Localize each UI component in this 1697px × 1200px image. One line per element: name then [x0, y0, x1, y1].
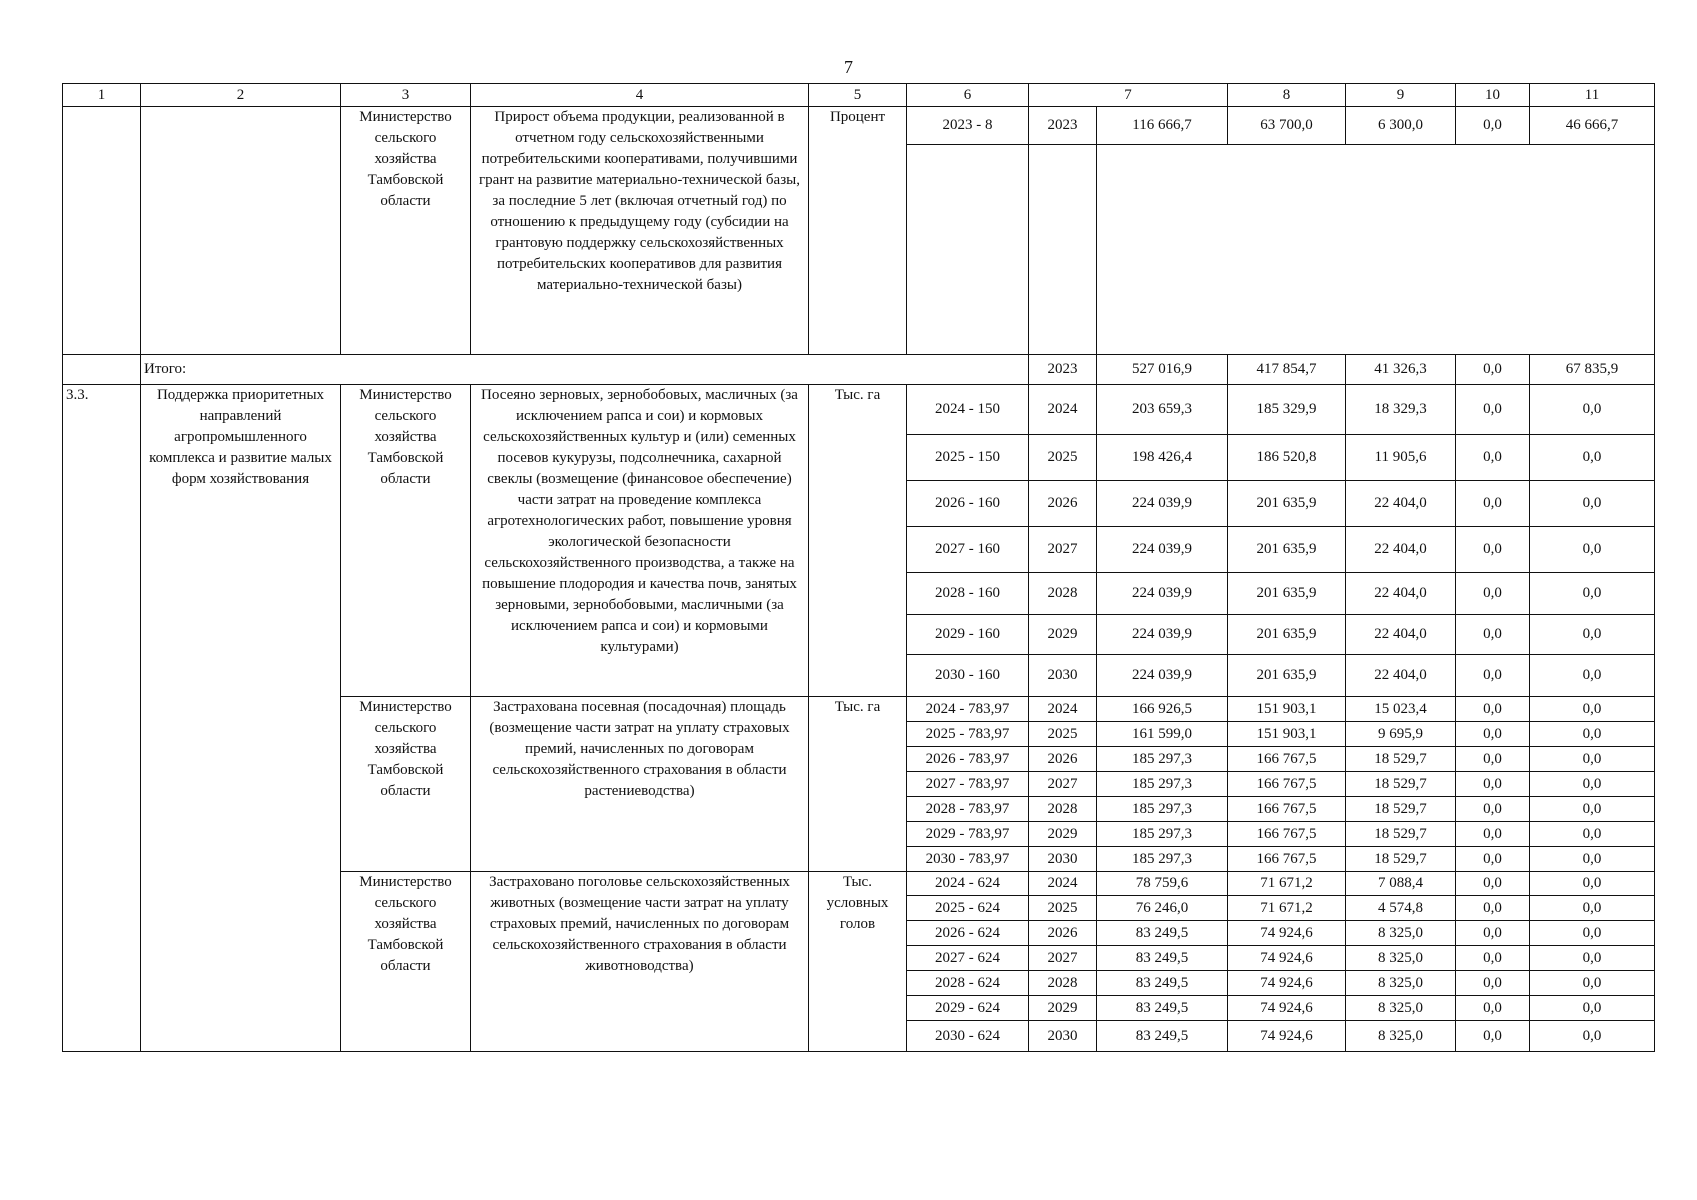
- cell-extra: 0,0: [1530, 573, 1655, 615]
- cell-loc: 0,0: [1456, 921, 1530, 946]
- cell-loc: 0,0: [1456, 896, 1530, 921]
- cell-extra: 0,0: [1530, 1021, 1655, 1052]
- cell-total: 83 249,5: [1097, 1021, 1228, 1052]
- total-year: 2023: [1029, 355, 1097, 385]
- target-cell: 2026 - 624: [907, 921, 1029, 946]
- ministry-cell: Министерство сельского хозяйства Тамбовской области: [341, 385, 471, 697]
- cell-year: 2028: [1029, 797, 1097, 822]
- cell-fed: 74 924,6: [1228, 921, 1346, 946]
- cell-extra: 0,0: [1530, 872, 1655, 896]
- cell-total: 83 249,5: [1097, 946, 1228, 971]
- cell-reg: 8 325,0: [1346, 996, 1456, 1021]
- cell-loc: 0,0: [1456, 615, 1530, 655]
- unit-cell: Процент: [809, 107, 907, 355]
- cell-fed: 166 767,5: [1228, 747, 1346, 772]
- cell-loc: 0,0: [1456, 946, 1530, 971]
- cell-year: 2023: [1029, 107, 1097, 145]
- cell-fed: 166 767,5: [1228, 847, 1346, 872]
- column-number: 8: [1228, 84, 1346, 107]
- cell-reg: 22 404,0: [1346, 615, 1456, 655]
- cell-fed: 63 700,0: [1228, 107, 1346, 145]
- target-cell: 2027 - 624: [907, 946, 1029, 971]
- cell-total: 224 039,9: [1097, 615, 1228, 655]
- cell-total: 185 297,3: [1097, 822, 1228, 847]
- cell-extra: 0,0: [1530, 946, 1655, 971]
- total-row: [63, 355, 1655, 385]
- cell-year: 2029: [1029, 615, 1097, 655]
- cell-loc: 0,0: [1456, 872, 1530, 896]
- cell-loc: 0,0: [1456, 697, 1530, 722]
- cell-extra: 0,0: [1530, 697, 1655, 722]
- cell-year: 2029: [1029, 822, 1097, 847]
- total-label: Итого:: [141, 355, 1029, 385]
- target-cell: 2025 - 624: [907, 896, 1029, 921]
- cell-loc: 0,0: [1456, 971, 1530, 996]
- cell-extra: 0,0: [1530, 996, 1655, 1021]
- cell-total: 116 666,7: [1097, 107, 1228, 145]
- column-number: 6: [907, 84, 1029, 107]
- target-cell: 2027 - 160: [907, 527, 1029, 573]
- cell-total: 83 249,5: [1097, 996, 1228, 1021]
- page-number: 7: [844, 57, 853, 77]
- cell-fed: 201 635,9: [1228, 527, 1346, 573]
- unit-cell: Тыс. га: [809, 385, 907, 697]
- column-number: 10: [1456, 84, 1530, 107]
- cell-year: 2030: [1029, 655, 1097, 697]
- target-cell: 2024 - 783,97: [907, 697, 1029, 722]
- cell-reg: 8 325,0: [1346, 1021, 1456, 1052]
- cell-year: 2026: [1029, 921, 1097, 946]
- target-cell: 2030 - 783,97: [907, 847, 1029, 872]
- cell-reg: 7 088,4: [1346, 872, 1456, 896]
- target-cell: 2024 - 150: [907, 385, 1029, 435]
- cell-reg: 22 404,0: [1346, 527, 1456, 573]
- cell-loc: 0,0: [1456, 481, 1530, 527]
- total-total: 527 016,9: [1097, 355, 1228, 385]
- table-row: [63, 107, 1655, 145]
- cell-total: 78 759,6: [1097, 872, 1228, 896]
- cell-year: 2024: [1029, 697, 1097, 722]
- cell-loc: 0,0: [1456, 996, 1530, 1021]
- target-cell: 2029 - 160: [907, 615, 1029, 655]
- cell-extra: 0,0: [1530, 527, 1655, 573]
- cell-loc: 0,0: [1456, 527, 1530, 573]
- ministry-cell: Министерство сельского хозяйства Тамбовской области: [341, 107, 471, 355]
- empty-cell: [1097, 145, 1655, 355]
- cell-extra: 0,0: [1530, 772, 1655, 797]
- cell-loc: 0,0: [1456, 822, 1530, 847]
- column-number: 11: [1530, 84, 1655, 107]
- column-number: 4: [471, 84, 809, 107]
- ministry-cell: Министерство сельского хозяйства Тамбовской области: [341, 697, 471, 872]
- ministry-cell: Министерство сельского хозяйства Тамбовской области: [341, 872, 471, 1052]
- total-extra: 67 835,9: [1530, 355, 1655, 385]
- cell-total: 224 039,9: [1097, 655, 1228, 697]
- cell-fed: 166 767,5: [1228, 822, 1346, 847]
- cell-total: 203 659,3: [1097, 385, 1228, 435]
- target-cell: 2029 - 783,97: [907, 822, 1029, 847]
- cell-total: 185 297,3: [1097, 797, 1228, 822]
- cell-extra: 0,0: [1530, 921, 1655, 946]
- cell-total: 83 249,5: [1097, 921, 1228, 946]
- empty-cell: [63, 355, 141, 385]
- target-cell: 2028 - 624: [907, 971, 1029, 996]
- cell-fed: 74 924,6: [1228, 1021, 1346, 1052]
- cell-loc: 0,0: [1456, 385, 1530, 435]
- cell-fed: 74 924,6: [1228, 996, 1346, 1021]
- target-cell: 2024 - 624: [907, 872, 1029, 896]
- cell-year: 2027: [1029, 527, 1097, 573]
- cell-year: 2027: [1029, 946, 1097, 971]
- cell-reg: 22 404,0: [1346, 655, 1456, 697]
- target-cell: 2030 - 160: [907, 655, 1029, 697]
- cell-year: 2027: [1029, 772, 1097, 797]
- empty-cell: [1029, 145, 1097, 355]
- cell-loc: 0,0: [1456, 573, 1530, 615]
- cell-reg: 22 404,0: [1346, 481, 1456, 527]
- empty-cell: [141, 107, 341, 355]
- cell-fed: 201 635,9: [1228, 655, 1346, 697]
- cell-total: 224 039,9: [1097, 527, 1228, 573]
- cell-total: 83 249,5: [1097, 971, 1228, 996]
- cell-reg: 18 529,7: [1346, 797, 1456, 822]
- target-cell: 2023 - 8: [907, 107, 1029, 145]
- cell-fed: 185 329,9: [1228, 385, 1346, 435]
- target-cell: 2028 - 783,97: [907, 797, 1029, 822]
- cell-year: 2029: [1029, 996, 1097, 1021]
- cell-reg: 8 325,0: [1346, 946, 1456, 971]
- cell-year: 2028: [1029, 573, 1097, 615]
- table-row: [63, 385, 1655, 435]
- cell-loc: 0,0: [1456, 1021, 1530, 1052]
- cell-total: 185 297,3: [1097, 772, 1228, 797]
- cell-extra: 0,0: [1530, 797, 1655, 822]
- empty-cell: [907, 145, 1029, 355]
- target-cell: 2026 - 160: [907, 481, 1029, 527]
- cell-fed: 151 903,1: [1228, 722, 1346, 747]
- unit-cell: Тыс. га: [809, 697, 907, 872]
- section-number: 3.3.: [63, 385, 141, 1052]
- target-cell: 2025 - 150: [907, 435, 1029, 481]
- column-number: 9: [1346, 84, 1456, 107]
- cell-fed: 201 635,9: [1228, 615, 1346, 655]
- cell-fed: 151 903,1: [1228, 697, 1346, 722]
- cell-extra: 0,0: [1530, 722, 1655, 747]
- cell-fed: 71 671,2: [1228, 896, 1346, 921]
- cell-year: 2025: [1029, 896, 1097, 921]
- cell-fed: 74 924,6: [1228, 971, 1346, 996]
- total-loc: 0,0: [1456, 355, 1530, 385]
- cell-fed: 166 767,5: [1228, 772, 1346, 797]
- cell-reg: 9 695,9: [1346, 722, 1456, 747]
- cell-year: 2025: [1029, 435, 1097, 481]
- cell-total: 166 926,5: [1097, 697, 1228, 722]
- cell-reg: 15 023,4: [1346, 697, 1456, 722]
- section-name: Поддержка приоритетных направлений агропромышленного комплекса и развитие малых форм хозяйствования: [141, 385, 341, 1052]
- cell-total: 198 426,4: [1097, 435, 1228, 481]
- cell-reg: 8 325,0: [1346, 971, 1456, 996]
- cell-total: 185 297,3: [1097, 847, 1228, 872]
- cell-extra: 46 666,7: [1530, 107, 1655, 145]
- column-number: 7: [1029, 84, 1228, 107]
- cell-total: 224 039,9: [1097, 481, 1228, 527]
- cell-year: 2028: [1029, 971, 1097, 996]
- target-cell: 2028 - 160: [907, 573, 1029, 615]
- cell-total: 185 297,3: [1097, 747, 1228, 772]
- column-number-row: [63, 84, 1655, 107]
- cell-reg: 18 329,3: [1346, 385, 1456, 435]
- cell-reg: 18 529,7: [1346, 772, 1456, 797]
- indicator-cell: Застраховано поголовье сельскохозяйственных животных (возмещение части затрат на уплату страховых премий, начисленных по договорам сельскохозяйственного страхования в области животноводства): [471, 872, 809, 1052]
- cell-year: 2030: [1029, 847, 1097, 872]
- cell-reg: 8 325,0: [1346, 921, 1456, 946]
- cell-fed: 71 671,2: [1228, 872, 1346, 896]
- cell-extra: 0,0: [1530, 971, 1655, 996]
- cell-fed: 201 635,9: [1228, 481, 1346, 527]
- cell-loc: 0,0: [1456, 847, 1530, 872]
- cell-loc: 0,0: [1456, 655, 1530, 697]
- cell-total: 76 246,0: [1097, 896, 1228, 921]
- cell-reg: 22 404,0: [1346, 573, 1456, 615]
- cell-loc: 0,0: [1456, 435, 1530, 481]
- cell-year: 2024: [1029, 385, 1097, 435]
- unit-cell: Тыс. условных голов: [809, 872, 907, 1052]
- cell-year: 2026: [1029, 481, 1097, 527]
- cell-fed: 74 924,6: [1228, 946, 1346, 971]
- cell-reg: 11 905,6: [1346, 435, 1456, 481]
- target-cell: 2027 - 783,97: [907, 772, 1029, 797]
- cell-fed: 201 635,9: [1228, 573, 1346, 615]
- cell-extra: 0,0: [1530, 847, 1655, 872]
- cell-reg: 18 529,7: [1346, 847, 1456, 872]
- cell-reg: 6 300,0: [1346, 107, 1456, 145]
- cell-loc: 0,0: [1456, 722, 1530, 747]
- target-cell: 2026 - 783,97: [907, 747, 1029, 772]
- total-fed: 417 854,7: [1228, 355, 1346, 385]
- cell-extra: 0,0: [1530, 747, 1655, 772]
- cell-fed: 166 767,5: [1228, 797, 1346, 822]
- cell-year: 2025: [1029, 722, 1097, 747]
- column-number: 5: [809, 84, 907, 107]
- cell-reg: 4 574,8: [1346, 896, 1456, 921]
- cell-loc: 0,0: [1456, 747, 1530, 772]
- cell-reg: 18 529,7: [1346, 822, 1456, 847]
- indicator-cell: Прирост объема продукции, реализованной в отчетном году сельскохозяйственными потребительскими кооперативами, получившими грант на развитие материально-технической базы, за последние 5 лет (включая отчетный год) по отношению к предыдущему году (субсидии на грантовую поддержку сельскохозяйственных потребительских кооперативов для развития материально-технической базы): [471, 107, 809, 355]
- cell-fed: 186 520,8: [1228, 435, 1346, 481]
- cell-year: 2024: [1029, 872, 1097, 896]
- cell-loc: 0,0: [1456, 107, 1530, 145]
- column-number: 1: [63, 84, 141, 107]
- cell-extra: 0,0: [1530, 615, 1655, 655]
- cell-year: 2026: [1029, 747, 1097, 772]
- target-cell: 2025 - 783,97: [907, 722, 1029, 747]
- total-reg: 41 326,3: [1346, 355, 1456, 385]
- target-cell: 2029 - 624: [907, 996, 1029, 1021]
- cell-extra: 0,0: [1530, 822, 1655, 847]
- cell-extra: 0,0: [1530, 385, 1655, 435]
- column-number: 2: [141, 84, 341, 107]
- cell-total: 224 039,9: [1097, 573, 1228, 615]
- cell-loc: 0,0: [1456, 797, 1530, 822]
- indicator-cell: Застрахована посевная (посадочная) площадь (возмещение части затрат на уплату страховых премий, начисленных по договорам сельскохозяйственного страхования в области растениеводства): [471, 697, 809, 872]
- cell-extra: 0,0: [1530, 481, 1655, 527]
- cell-total: 161 599,0: [1097, 722, 1228, 747]
- cell-extra: 0,0: [1530, 896, 1655, 921]
- column-number: 3: [341, 84, 471, 107]
- empty-cell: [63, 107, 141, 355]
- cell-extra: 0,0: [1530, 435, 1655, 481]
- cell-loc: 0,0: [1456, 772, 1530, 797]
- program-table: [62, 83, 1655, 1052]
- cell-reg: 18 529,7: [1346, 747, 1456, 772]
- target-cell: 2030 - 624: [907, 1021, 1029, 1052]
- indicator-cell: Посеяно зерновых, зернобобовых, масличных (за исключением рапса и сои) и кормовых сельскохозяйственных культур и (или) семенных посевов кукурузы, подсолнечника, сахарной свеклы (возмещение (финансовое обеспечение) части затрат на проведение комплекса агротехнологических работ, повышение уровня экологической безопасности сельскохозяйственного производства, а также на повышение плодородия и качества почв, занятых зерновыми, зернобобовыми, масличными (за исключением рапса и сои) и кормовыми культурами): [471, 385, 809, 697]
- cell-extra: 0,0: [1530, 655, 1655, 697]
- cell-year: 2030: [1029, 1021, 1097, 1052]
